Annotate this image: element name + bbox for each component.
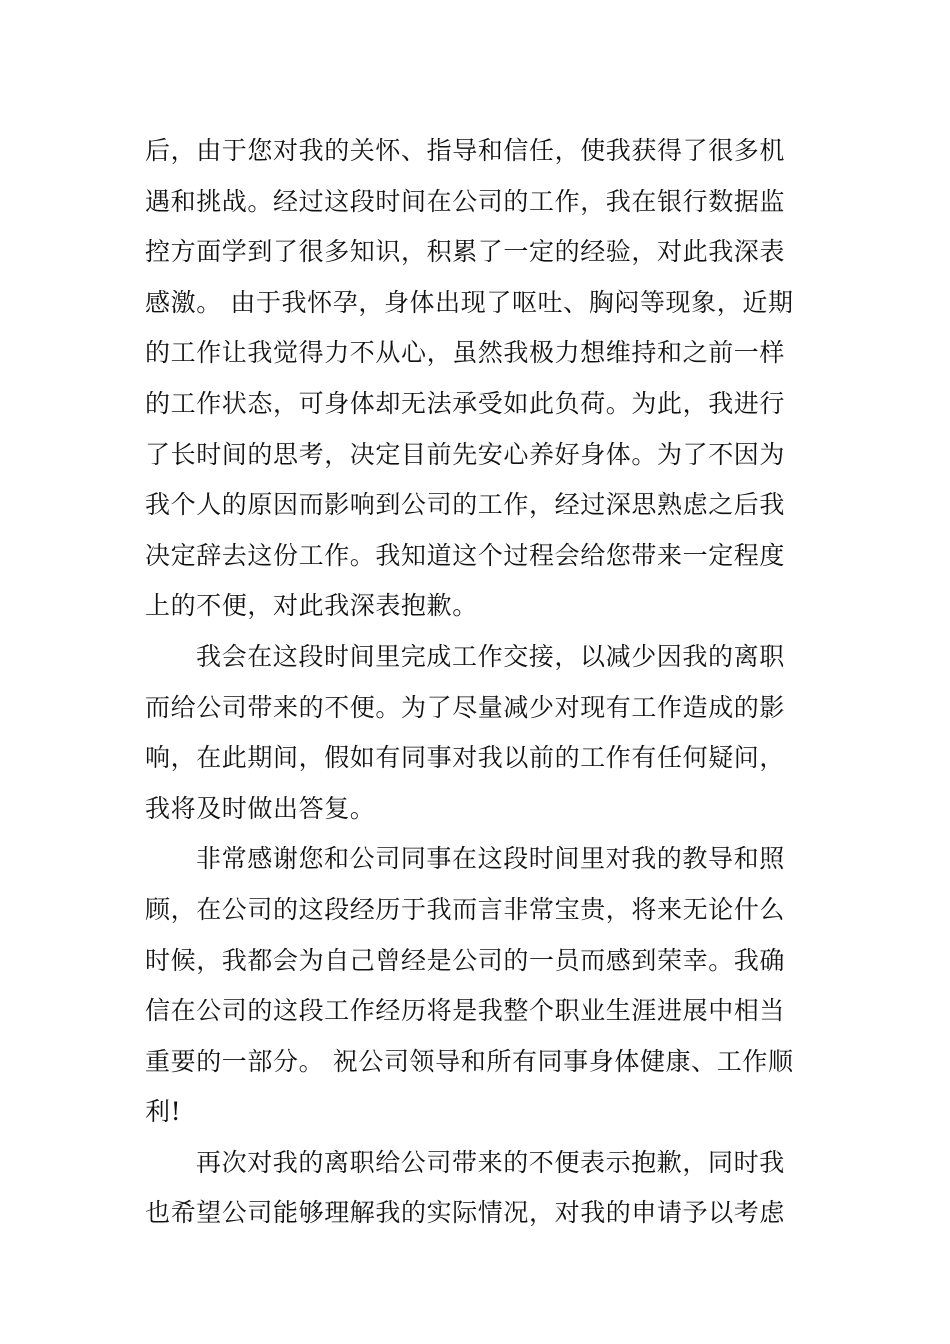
text-line: 上的不便，对此我深表抱歉。 [145, 591, 478, 621]
text-line: 后，由于您对我的关怀、指导和信任，使我获得了很多机 [145, 136, 786, 165]
text-line: 再次对我的离职给公司带来的不便表示抱歉，同时我 [196, 1147, 785, 1177]
text-line: 也希望公司能够理解我的实际情况，对我的申请予以考虑 [145, 1198, 786, 1228]
text-line: 利! [145, 1097, 182, 1127]
text-line: 的工作状态，可身体却无法承受如此负荷。为此，我进行 [145, 388, 786, 418]
text-line: 我将及时做出答复。 [145, 793, 376, 823]
paragraph-1 [145, 126, 809, 632]
text-line: 顾，在公司的这段经历于我而言非常宝贵，将来无论什么 [145, 894, 786, 924]
text-line: 感激。 由于我怀孕，身体出现了呕吐、胸闷等现象，近期 [145, 287, 794, 317]
paragraph-3 [145, 834, 809, 1138]
text-line: 我个人的原因而影响到公司的工作，经过深思熟虑之后我 [145, 490, 786, 520]
text-line: 我会在这段时间里完成工作交接，以减少因我的离职 [196, 641, 785, 671]
text-line: 时候，我都会为自己曾经是公司的一员而感到荣幸。我确 [145, 945, 786, 975]
text-line: 决定辞去这份工作。我知道这个过程会给您带来一定程度 [145, 540, 786, 570]
text-line: 了长时间的思考，决定目前先安心养好身体。为了不因为 [145, 439, 786, 469]
paragraph-2 [145, 632, 809, 834]
text-line: 非常感谢您和公司同事在这段时间里对我的教导和照 [196, 844, 785, 874]
paragraph-4 [145, 1138, 809, 1239]
text-line: 而给公司带来的不便。为了尽量减少对现有工作造成的影 [145, 692, 786, 722]
letter-body [145, 126, 809, 1239]
text-line: 控方面学到了很多知识，积累了一定的经验，对此我深表 [145, 237, 786, 267]
text-line: 信在公司的这段工作经历将是我整个职业生涯进展中相当 [145, 996, 786, 1026]
text-line: 遇和挑战。经过这段时间在公司的工作，我在银行数据监 [145, 186, 786, 216]
text-line: 的工作让我觉得力不从心，虽然我极力想维持和之前一样 [145, 338, 786, 368]
text-line: 重要的一部分。 祝公司领导和所有同事身体健康、工作顺 [145, 1046, 794, 1076]
text-line: 响，在此期间，假如有同事对我以前的工作有任何疑问， [145, 743, 786, 773]
